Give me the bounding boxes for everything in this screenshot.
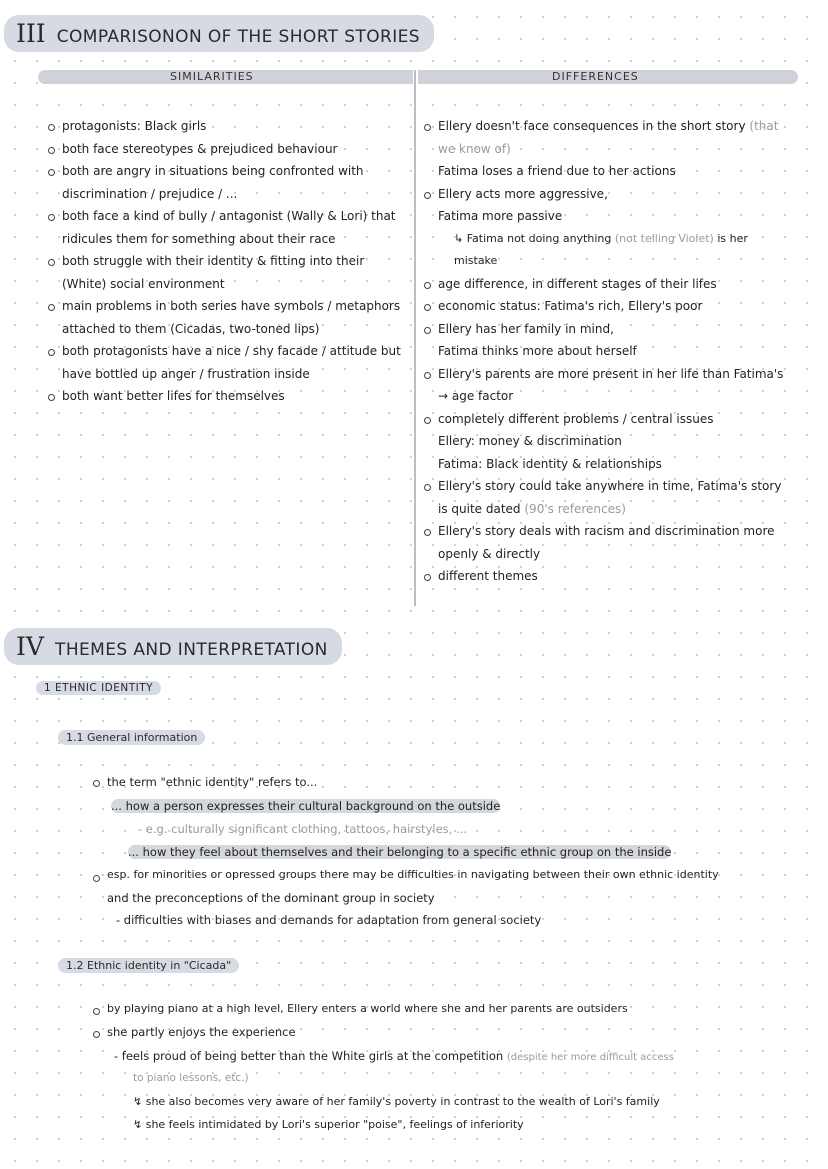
cicada-line: - feels proud of being better than the White girls at the competition (despite her more difficult access	[114, 1049, 674, 1063]
list-item: both want better lifes for themselves	[48, 385, 408, 408]
cicada-line: by playing piano at a high level, Ellery enters a world where she and her parents are outsiders	[107, 1002, 628, 1015]
general-line: - e.g. culturally significant clothing, tattoos, hairstyles, ...	[138, 822, 467, 836]
list-item: Fatima thinks more about herself	[438, 344, 637, 358]
general-line: ... how a person expresses their cultural background on the outside	[111, 799, 501, 813]
section-4-number: IV	[16, 632, 44, 661]
cicada-line: ↯ she feels intimidated by Lori's superior "poise", feelings of inferiority	[133, 1118, 524, 1131]
cicada-line: to piano lessons, etc.)	[133, 1072, 249, 1084]
list-item: both are angry in situations being confronted with discrimination / prejudice / ...	[48, 160, 408, 205]
list-item: both face a kind of bully / antagonist (Wally & Lori) that ridicules them for something about their race	[48, 205, 408, 250]
general-line: and the preconceptions of the dominant group in society	[107, 891, 435, 905]
column-divider	[414, 70, 416, 606]
bullet-dot	[93, 875, 100, 882]
section-4-title: THEMES AND INTERPRETATION	[55, 640, 328, 660]
differences-list	[424, 115, 786, 588]
list-item: Fatima more passive	[438, 209, 563, 223]
list-item: Fatima loses a friend due to her actions	[438, 164, 676, 178]
list-item: Fatima: Black identity & relationships	[438, 456, 662, 471]
general-line: - difficulties with biases and demands for adaptation from general society	[116, 913, 542, 927]
similarities-list	[48, 115, 408, 408]
subsection-1-2-heading: 1.2 Ethnic identity in "Cicada"	[58, 958, 239, 973]
list-item: both protagonists have a nice / shy facade / attitude but have bottled up anger / frustration inside	[48, 340, 408, 385]
subsection-1-heading: 1 ETHNIC IDENTITY	[36, 681, 161, 695]
list-item: Ellery's story deals with racism and discrimination more openly & directly	[424, 520, 786, 565]
list-item: protagonists: Black girls	[48, 115, 408, 138]
list-item: ↳ Fatima not doing anything (not telling Violet) is her mistake	[454, 231, 748, 267]
general-line: the term "ethnic identity" refers to...	[107, 775, 318, 789]
similarities-header: SIMILARITIES	[170, 70, 254, 83]
general-line: ... how they feel about themselves and their belonging to a specific ethnic group on the inside	[128, 845, 672, 859]
cicada-line: ↯ she also becomes very aware of her family's poverty in contrast to the wealth of Lori's family	[133, 1095, 660, 1108]
list-item: different themes	[424, 565, 786, 588]
list-item: economic status: Fatima's rich, Ellery's poor	[424, 295, 786, 318]
bullet-dot	[93, 1031, 100, 1038]
list-item: Ellery's parents are more present in her life than Fatima's → age factor	[424, 363, 786, 408]
list-item: age difference, in different stages of their lifes	[424, 273, 786, 296]
section-3-heading	[4, 15, 434, 52]
bullet-dot	[93, 1008, 100, 1015]
section-3-number: III	[16, 19, 46, 48]
list-item: Ellery's story could take anywhere in time, Fatima's story is quite dated (90's references)	[424, 475, 786, 520]
list-item: main problems in both series have symbols / metaphors attached to them (Cicadas, two-toned lips)	[48, 295, 408, 340]
list-item: Ellery has her family in mind,	[424, 318, 786, 341]
bullet-dot	[93, 780, 100, 787]
section-4-heading	[4, 628, 342, 665]
section-3-title: COMPARISONON OF THE SHORT STORIES	[56, 27, 420, 47]
list-item: both struggle with their identity & fitting into their (White) social environment	[48, 250, 408, 295]
list-item: completely different problems / central issues	[424, 408, 786, 431]
differences-header: DIFFERENCES	[552, 70, 639, 83]
list-item: Ellery acts more aggressive,	[424, 183, 786, 206]
subsection-1-1-heading: 1.1 General information	[58, 730, 205, 745]
cicada-line: she partly enjoys the experience	[107, 1025, 296, 1039]
list-item: Ellery doesn't face consequences in the short story (that we know of)	[424, 115, 786, 160]
list-item: Ellery: money & discrimination	[438, 434, 622, 448]
general-line: esp. for minorities or opressed groups there may be difficulties in navigating between their own ethnic identity	[107, 868, 719, 881]
list-item: both face stereotypes & prejudiced behaviour	[48, 138, 408, 161]
